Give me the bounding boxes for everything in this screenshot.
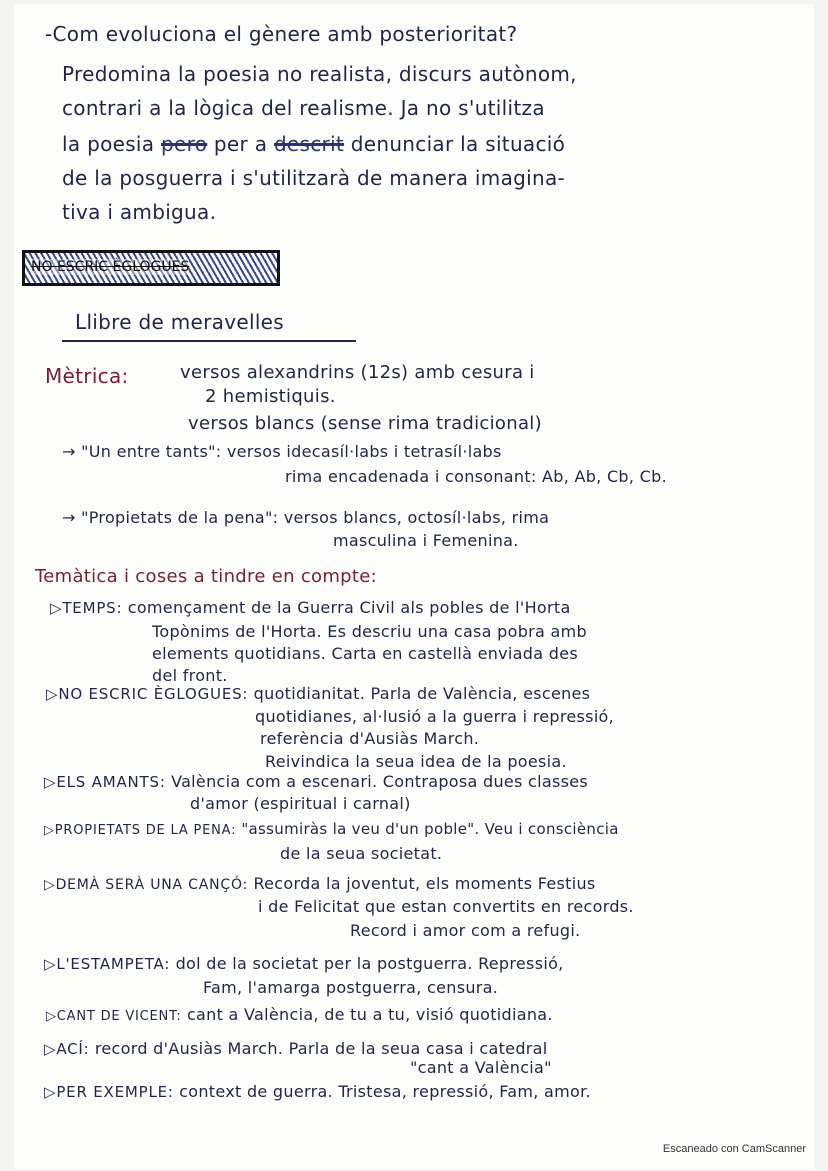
item-title: ▷CANT DE VICENT: bbox=[46, 1009, 182, 1024]
crossed-out-heading bbox=[22, 250, 280, 286]
metrica-line: 2 hemistiquis. bbox=[205, 386, 336, 407]
metrica-note: → "Propietats de la pena": versos blancs, octosíl·labs, rima bbox=[62, 508, 550, 527]
tematica-item bbox=[44, 1039, 548, 1058]
answer-line: contrari a la lògica del realisme. Ja no s'utilitza bbox=[62, 96, 545, 120]
item-title: ▷TEMPS: bbox=[50, 599, 123, 617]
metrica-note-cont: rima encadenada i consonant: Ab, Ab, Cb, Cb. bbox=[285, 467, 667, 486]
answer-line: tiva i ambigua. bbox=[62, 200, 217, 224]
item-text: quotidianitat. Parla de València, escenes bbox=[253, 684, 591, 703]
item-text: record d'Ausiàs March. Parla de la seua casa i catedral bbox=[94, 1039, 548, 1058]
item-title: ▷ELS AMANTS: bbox=[44, 773, 166, 791]
item-text: context de guerra. Tristesa, repressió, Fam, amor. bbox=[179, 1082, 591, 1101]
item-title: ▷PER EXEMPLE: bbox=[44, 1083, 174, 1101]
answer-text: la poesia bbox=[62, 132, 155, 156]
item-text: cant a València, de tu a tu, visió quotidiana. bbox=[186, 1005, 553, 1024]
metrica-line: versos blancs (sense rima tradicional) bbox=[188, 413, 542, 434]
item-title: ▷DEMÀ SERÀ UNA CANÇÓ: bbox=[44, 877, 249, 893]
answer-text: per a bbox=[213, 132, 268, 156]
metrica-label: Mètrica: bbox=[45, 364, 129, 388]
tematica-item bbox=[44, 772, 588, 791]
item-text: València com a escenari. Contraposa dues classes bbox=[171, 772, 589, 791]
tematica-item bbox=[44, 1082, 591, 1101]
answer-text: denunciar la situació bbox=[350, 132, 566, 156]
answer-line: Predomina la poesia no realista, discurs autònom, bbox=[62, 62, 577, 86]
item-cont: "cant a València" bbox=[410, 1058, 552, 1077]
item-title: ▷PROPIETATS DE LA PENA: bbox=[44, 823, 237, 838]
item-cont: elements quotidians. Carta en castellà enviada des bbox=[152, 644, 578, 663]
struck-word: pero bbox=[161, 132, 208, 156]
tematica-item bbox=[46, 1005, 553, 1024]
item-cont: d'amor (espiritual i carnal) bbox=[190, 794, 411, 813]
book-title: Llibre de meravelles bbox=[75, 310, 284, 334]
answer-line: de la posguerra i s'utilitzarà de manera imagina- bbox=[62, 166, 566, 190]
metrica-line: versos alexandrins (12s) amb cesura i bbox=[180, 362, 535, 383]
tematica-item bbox=[46, 684, 590, 703]
item-cont: Record i amor com a refugi. bbox=[350, 921, 581, 940]
scanner-watermark: Escaneado con CamScanner bbox=[662, 1143, 806, 1155]
item-text: Recorda la joventut, els moments Festius bbox=[253, 874, 596, 893]
tematica-item bbox=[44, 820, 619, 838]
crossed-text: NO ESCRIC ÈGLOGUES bbox=[31, 259, 190, 275]
item-cont: del front. bbox=[152, 666, 228, 685]
item-cont: i de Felicitat que estan convertits en records. bbox=[258, 897, 634, 916]
item-cont: Reivindica la seua idea de la poesia. bbox=[265, 752, 567, 771]
item-cont: Fam, l'amarga postguerra, censura. bbox=[203, 978, 499, 997]
question-heading: -Com evoluciona el gènere amb posterioritat? bbox=[45, 22, 518, 46]
item-title: ▷ACÍ: bbox=[44, 1040, 90, 1058]
item-cont: referència d'Ausiàs March. bbox=[260, 729, 480, 748]
tematica-label: Temàtica i coses a tindre en compte: bbox=[35, 566, 377, 587]
metrica-note-cont: masculina i Femenina. bbox=[333, 531, 519, 550]
item-cont: de la seua societat. bbox=[280, 844, 443, 863]
tematica-item bbox=[44, 954, 564, 973]
item-text: "assumiràs la veu d'un poble". Veu i consciència bbox=[241, 820, 619, 838]
title-underline bbox=[62, 340, 356, 342]
tematica-item bbox=[50, 598, 571, 617]
answer-line bbox=[62, 132, 565, 156]
item-text: començament de la Guerra Civil als pobles de l'Horta bbox=[127, 598, 571, 617]
metrica-note: → "Un entre tants": versos idecasíl·labs i tetrasíl·labs bbox=[62, 442, 502, 461]
tematica-item bbox=[44, 874, 596, 893]
item-text: dol de la societat per la postguerra. Repressió, bbox=[175, 954, 564, 973]
item-title: ▷NO ESCRIC ÈGLOGUES: bbox=[46, 685, 249, 703]
struck-word: descrit bbox=[273, 132, 345, 156]
item-title: ▷L'ESTAMPETA: bbox=[44, 955, 171, 973]
item-cont: Topònims de l'Horta. Es descriu una casa pobra amb bbox=[152, 622, 587, 641]
item-cont: quotidianes, al·lusió a la guerra i repressió, bbox=[255, 707, 615, 726]
